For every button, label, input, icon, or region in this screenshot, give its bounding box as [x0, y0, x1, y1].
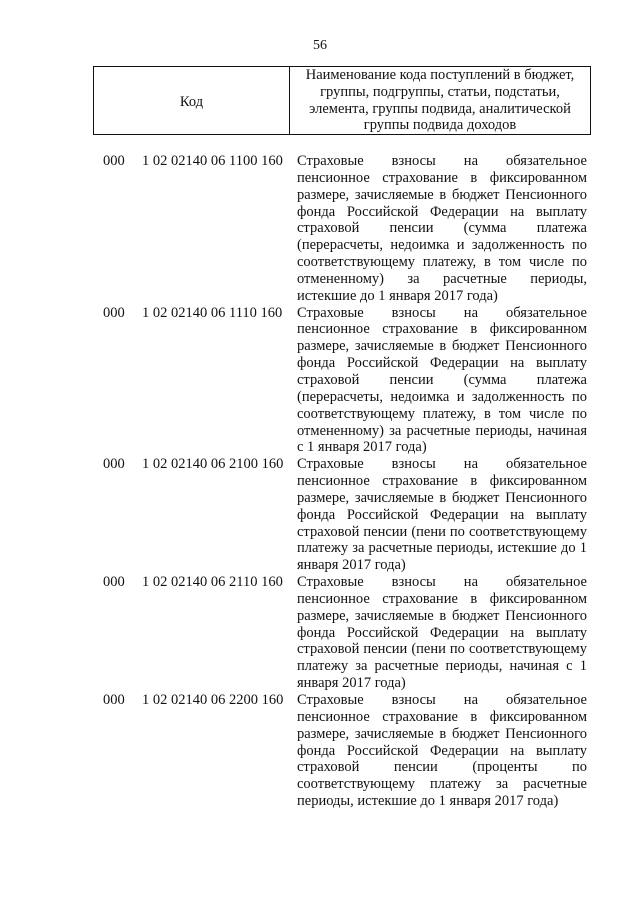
row-admin-code: 000	[103, 304, 125, 321]
row-admin-code: 000	[103, 692, 125, 708]
row-description: Страховые взносы на обязательное пенсионное страхование в фиксированном размере, зачисляемые в бюджет Пенсионного фонда Российской Федерации на выплату страховой пенсии (пени по соответствующему платежу за расчетные периоды, начиная с 1 января 2017 года)	[297, 574, 587, 692]
header-code-cell: Код	[94, 67, 290, 134]
row-description: Страховые взносы на обязательное пенсионное страхование в фиксированном размере, зачисляемые в бюджет Пенсионного фонда Российской Федерации на выплату страховой пенсии (проценты по соответствующему платежу за расчетные периоды, истекшие до 1 января 2017 года)	[297, 692, 587, 810]
table-row	[0, 305, 640, 457]
row-revenue-code: 1 02 02140 06 2100 160	[142, 456, 284, 473]
header-name-cell: Наименование кода поступлений в бюджет, группы, подгруппы, статьи, подстатьи, элемента, группы подвида, аналитической группы подвида доходов	[305, 67, 575, 134]
page-number: 56	[313, 38, 327, 53]
table-row	[0, 456, 640, 574]
table-header	[93, 66, 591, 135]
row-admin-code: 000	[103, 574, 125, 591]
row-revenue-code: 1 02 02140 06 2110 160	[142, 574, 283, 591]
table-row	[0, 153, 640, 305]
row-revenue-code: 1 02 02140 06 1100 160	[142, 153, 283, 169]
row-revenue-code: 1 02 02140 06 2200 160	[142, 692, 284, 708]
row-admin-code: 000	[103, 153, 125, 169]
row-admin-code: 000	[103, 456, 125, 473]
table-row	[0, 692, 640, 810]
row-description: Страховые взносы на обязательное пенсионное страхование в фиксированном размере, зачисляемые в бюджет Пенсионного фонда Российской Федерации на выплату страховой пенсии (сумма платежа (перерасчеты, недоимка и задолженность по соответствующему платежу, в том числе по отмененному) за расчетные периоды, истекшие до 1 января 2017 года)	[297, 153, 587, 304]
table-row	[0, 574, 640, 692]
code-list	[0, 153, 640, 810]
row-description: Страховые взносы на обязательное пенсионное страхование в фиксированном размере, зачисляемые в бюджет Пенсионного фонда Российской Федерации на выплату страховой пенсии (пени по соответствующему платежу за расчетные периоды, истекшие до 1 января 2017 года)	[297, 456, 587, 574]
row-description: Страховые взносы на обязательное пенсионное страхование в фиксированном размере, зачисляемые в бюджет Пенсионного фонда Российской Федерации на выплату страховой пенсии (сумма платежа (перерасчеты, недоимка и задолженность по соответствующему платежу, в том числе по отмененному) за расчетные периоды, начиная с 1 января 2017 года)	[297, 304, 587, 456]
row-revenue-code: 1 02 02140 06 1110 160	[142, 304, 283, 321]
